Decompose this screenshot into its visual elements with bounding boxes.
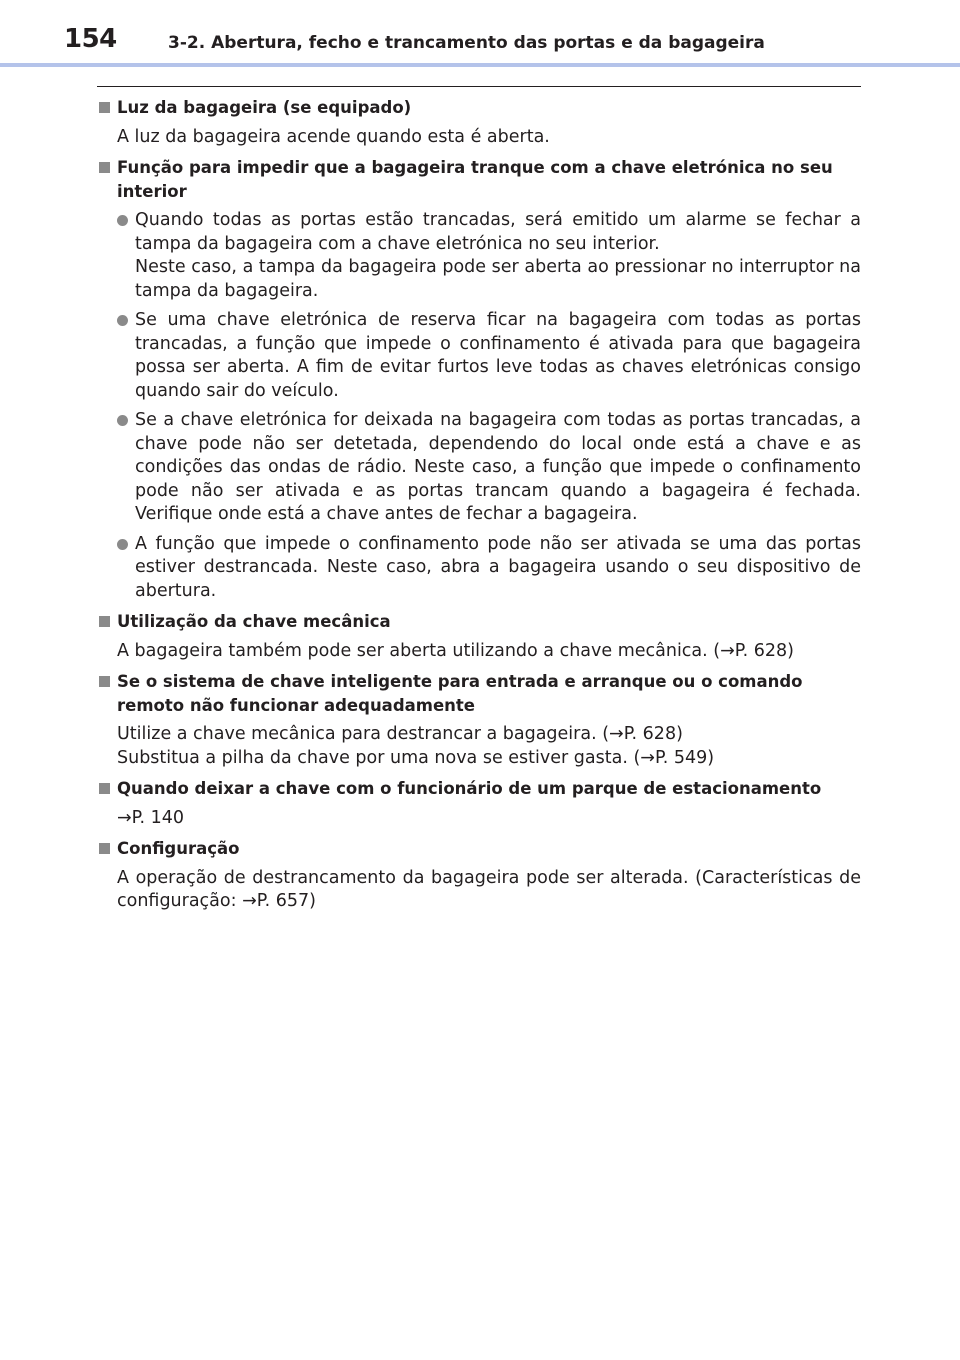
section-parque bbox=[97, 777, 861, 830]
section-sistema bbox=[97, 670, 861, 770]
arrow-right-icon: → bbox=[609, 724, 624, 744]
page-header bbox=[0, 0, 960, 72]
heading-text: Luz da bagageira (se equipado) bbox=[117, 98, 412, 117]
paragraph bbox=[97, 640, 861, 664]
section-heading bbox=[97, 670, 861, 717]
arrow-right-icon: → bbox=[117, 807, 132, 828]
square-bullet-icon bbox=[99, 843, 110, 854]
heading-text: Função para impedir que a bagageira tranque com a chave eletrónica no seu interior bbox=[117, 158, 833, 201]
bullet-item bbox=[97, 533, 861, 604]
bullet-item bbox=[97, 409, 861, 527]
paragraph bbox=[97, 723, 861, 770]
heading-text: Configuração bbox=[117, 839, 240, 858]
paragraph-line bbox=[117, 747, 861, 771]
section-mecanica bbox=[97, 610, 861, 663]
chapter-title: 3-2. Abertura, fecho e trancamento das portas e da bagageira bbox=[168, 33, 765, 53]
page-reference: P. 628) bbox=[734, 640, 794, 661]
circle-bullet-icon bbox=[117, 539, 128, 550]
heading-text: Se o sistema de chave inteligente para entrada e arranque ou o comando remoto não funcionar adequadamente bbox=[117, 672, 803, 715]
heading-text: Utilização da chave mecânica bbox=[117, 612, 391, 631]
paragraph-text: Utilize a chave mecânica para destrancar a bagageira. ( bbox=[117, 724, 610, 744]
bullet-text: Quando todas as portas estão trancadas, será emitido um alarme se fechar a tampa da bagageira com a chave eletrónica no seu interior. bbox=[135, 210, 861, 254]
square-bullet-icon bbox=[99, 676, 110, 687]
header-divider bbox=[0, 63, 960, 67]
section-heading bbox=[97, 156, 861, 203]
square-bullet-icon bbox=[99, 783, 110, 794]
section-luz bbox=[97, 96, 861, 149]
bullet-text: Neste caso, a tampa da bagageira pode ser aberta ao pressionar no interruptor na tampa da bagageira. bbox=[135, 257, 861, 301]
bullet-item bbox=[97, 309, 861, 403]
paragraph bbox=[97, 867, 861, 914]
section-configuracao bbox=[97, 837, 861, 914]
circle-bullet-icon bbox=[117, 415, 128, 426]
paragraph-text: A bagageira também pode ser aberta utilizando a chave mecânica. ( bbox=[117, 640, 721, 661]
bullet-text: Se uma chave eletrónica de reserva ficar na bagageira com todas as portas trancadas, a função que impede o confinamento é ativada para que bagageira possa ser aberta. A fim de evitar furtos leve todas as chaves eletrónicas consigo quando sair do veículo. bbox=[135, 310, 861, 401]
section-heading bbox=[97, 96, 861, 120]
section-heading bbox=[97, 837, 861, 861]
bullet-text: A função que impede o confinamento pode não ser ativada se uma das portas estiver destrancada. Neste caso, abra a bagageira usando o seu dispositivo de abertura. bbox=[135, 533, 861, 601]
page-reference: P. 140 bbox=[131, 807, 185, 828]
square-bullet-icon bbox=[99, 102, 110, 113]
paragraph: A luz da bagageira acende quando esta é aberta. bbox=[117, 126, 550, 147]
square-bullet-icon bbox=[99, 616, 110, 627]
arrow-right-icon: → bbox=[720, 640, 735, 661]
square-bullet-icon bbox=[99, 162, 110, 173]
page-reference: P. 657) bbox=[256, 891, 316, 911]
page-reference: P. 549) bbox=[654, 747, 715, 768]
paragraph-text: A operação de destrancamento da bagageira pode ser alterada. (Características de configuração: bbox=[117, 867, 861, 911]
section-heading bbox=[97, 777, 861, 801]
section-heading bbox=[97, 610, 861, 634]
bullet-item bbox=[97, 209, 861, 303]
bullet-text: Se a chave eletrónica for deixada na bagageira com todas as portas trancadas, a chave pode não ser detetada, dependendo do local onde está a chave e as condições das ondas de rádio. Neste caso, a função que impede o confinamento pode não ser ativada e as portas trancam quando a bagageira é fechada. Verifique onde está a chave antes de fechar a bagageira. bbox=[135, 410, 861, 524]
section-funcao bbox=[97, 156, 861, 603]
paragraph bbox=[97, 807, 861, 831]
paragraph-line bbox=[117, 723, 861, 747]
circle-bullet-icon bbox=[117, 315, 128, 326]
page-content bbox=[97, 96, 861, 921]
page-reference: P. 628) bbox=[623, 724, 683, 744]
circle-bullet-icon bbox=[117, 215, 128, 226]
arrow-right-icon: → bbox=[640, 747, 655, 768]
arrow-right-icon: → bbox=[242, 891, 257, 911]
heading-text: Quando deixar a chave com o funcionário de um parque de estacionamento bbox=[117, 779, 822, 798]
content-top-rule bbox=[97, 86, 861, 87]
page-number: 154 bbox=[64, 24, 117, 54]
paragraph-text: Substitua a pilha da chave por uma nova se estiver gasta. ( bbox=[117, 747, 641, 768]
